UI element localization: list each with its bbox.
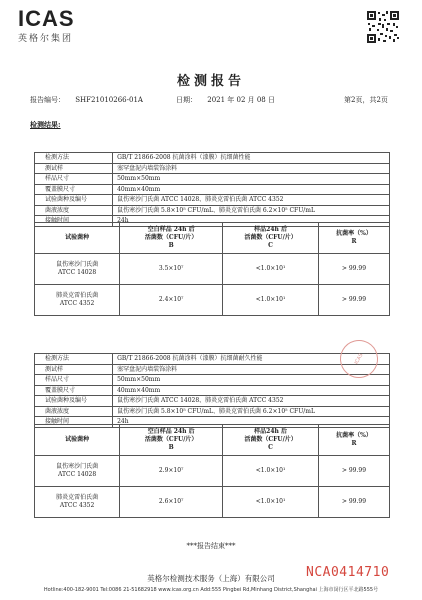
test-params-table-1 [34,152,390,227]
param-row [35,354,390,365]
param-value: 40mm×40mm [113,184,390,195]
header-line: R [351,440,357,447]
results-header-row [35,425,390,456]
param-label: 样品尺寸 [35,375,113,386]
param-label: 测试样 [35,364,113,375]
param-label: 检测方法 [35,153,113,164]
param-label: 试验菌种及编号 [35,195,113,206]
strain-name: 肺炎克雷伯氏菌 [56,292,99,299]
section-title: 检测结果: [30,120,61,129]
report-date-value: 2021 年 02 月 08 日 [207,96,275,104]
header-line: B [168,242,174,249]
company-name: 英格尔检测技术服务（上海）有限公司 [147,574,275,583]
param-value: GB/T 21866-2008 抗菌涂料（漆膜）抗细菌性能 [113,153,390,164]
param-row [35,396,390,407]
document-title: 检测报告 [176,74,245,89]
param-row [35,153,390,164]
param-label: 试验菌种及编号 [35,396,113,407]
results-header-cell [223,425,319,456]
report-date [176,95,275,105]
report-number-value: SHF21010266-01A [75,96,143,104]
results-header-cell [35,425,120,456]
strain-code: ATCC 4352 [59,502,95,509]
param-label: 接触时间 [35,417,113,428]
header-line: 试验菌种 [65,234,90,241]
param-row [35,174,390,185]
param-row [35,184,390,195]
strain-cell [35,456,120,487]
param-label: 覆盖膜尺寸 [35,385,113,396]
header-line: 抗菌率（%） [336,432,372,439]
param-value: GB/T 21866-2008 抗菌涂料（漆膜）抗细菌耐久性能 [113,354,390,365]
sample-count: <1.0×10¹ [223,254,319,285]
header-line: B [168,444,174,451]
qr-code-icon [366,10,400,44]
param-label: 检测方法 [35,354,113,365]
param-label: 接触时间 [35,216,113,227]
header-line: C [268,444,273,451]
table-row [35,285,390,316]
strain-code: ATCC 14028 [58,471,97,478]
antibacterial-rate: > 99.99 [318,487,389,518]
param-value: 24h [113,417,390,428]
param-row [35,406,390,417]
param-label: 菌液浓度 [35,406,113,417]
report-number [30,95,143,105]
company-logo [18,8,75,44]
table-row [35,254,390,285]
results-header-row [35,223,390,254]
footer-contact: Hotline:400-182-9001 Tel:0086 21-51682918 www.icas.org.cn Add:555 Pingbei Rd,Minhang District,Shanghai 上海市闵行区平北路555号 [43,587,379,593]
param-value: 鼠伤寒沙门氏菌 5.8×10⁵ CFU/mL、肺炎克雷伯氏菌 6.2×10⁵ CFU/mL [113,205,390,216]
sample-count: <1.0×10¹ [223,456,319,487]
header-line: 空白样品 24h 后 [147,226,195,233]
param-value: 40mm×40mm [113,385,390,396]
table-row [35,456,390,487]
param-value: 24h [113,216,390,227]
antibacterial-rate: > 99.99 [318,285,389,316]
param-label: 样品尺寸 [35,174,113,185]
param-value: 鼠伤寒沙门氏菌 ATCC 14028、肺炎克雷伯氏菌 ATCC 4352 [113,396,390,407]
header-line: C [268,242,273,249]
results-table-1 [34,222,390,316]
param-value: 50mm×50mm [113,174,390,185]
param-value: 塞罕盘泥内墙装饰涂料 [113,163,390,174]
results-header-cell [120,425,223,456]
results-header-cell [318,425,389,456]
header-line: 试验菌种 [65,436,90,443]
report-end-marker: ***报告结束*** [186,542,236,550]
blank-count: 2.4×10⁷ [120,285,223,316]
blank-count: 2.6×10⁷ [120,487,223,518]
header-line: R [351,238,357,245]
strain-name: 鼠伤寒沙门氏菌 [56,261,99,268]
param-label: 菌液浓度 [35,205,113,216]
header-line: 空白样品 24h 后 [147,428,195,435]
strain-cell [35,487,120,518]
sample-count: <1.0×10¹ [223,487,319,518]
results-header-cell [35,223,120,254]
page-indicator: 第2页，共2页 [344,96,388,104]
test-params-table-2 [34,353,390,428]
param-row [35,364,390,375]
blank-count: 2.9×10⁷ [120,456,223,487]
results-header-cell [318,223,389,254]
serial-number: NCA0414710 [306,565,390,580]
antibacterial-rate: > 99.99 [318,254,389,285]
results-header-cell [120,223,223,254]
sample-count: <1.0×10¹ [223,285,319,316]
param-row [35,375,390,386]
strain-code: ATCC 4352 [59,300,95,307]
param-label: 覆盖膜尺寸 [35,184,113,195]
blank-count: 3.5×10⁷ [120,254,223,285]
param-value: 鼠伤寒沙门氏菌 5.8×10⁵ CFU/mL、肺炎克雷伯氏菌 6.2×10⁵ CFU/mL [113,406,390,417]
param-value: 50mm×50mm [113,375,390,386]
param-row [35,163,390,174]
header-line: 活菌数（CFU/片） [144,234,198,241]
header-line: 活菌数（CFU/片） [244,436,297,443]
table-row [35,487,390,518]
results-header-cell [223,223,319,254]
header-line: 样品24h 后 [254,428,287,435]
results-table-2 [34,424,390,518]
param-label: 测试样 [35,163,113,174]
stamp-text: ICAS [353,352,365,366]
report-date-label: 日期： [176,96,197,104]
strain-cell [35,285,120,316]
logo-text: ICAS [18,6,75,31]
header-line: 活菌数（CFU/片） [144,436,198,443]
antibacterial-rate: > 99.99 [318,456,389,487]
header-line: 样品24h 后 [254,226,287,233]
logo-subtitle: 英格尔集团 [18,34,74,44]
strain-name: 鼠伤寒沙门氏菌 [56,463,99,470]
strain-code: ATCC 14028 [58,269,97,276]
header-line: 抗菌率（%） [336,230,372,237]
param-row [35,195,390,206]
param-row [35,385,390,396]
strain-cell [35,254,120,285]
strain-name: 肺炎克雷伯氏菌 [56,494,99,501]
param-row [35,205,390,216]
param-value: 塞罕盘泥内墙装饰涂料 [113,364,390,375]
header-line: 活菌数（CFU/片） [244,234,297,241]
report-number-label: 报告编号： [30,96,65,104]
param-value: 鼠伤寒沙门氏菌 ATCC 14028、肺炎克雷伯氏菌 ATCC 4352 [113,195,390,206]
